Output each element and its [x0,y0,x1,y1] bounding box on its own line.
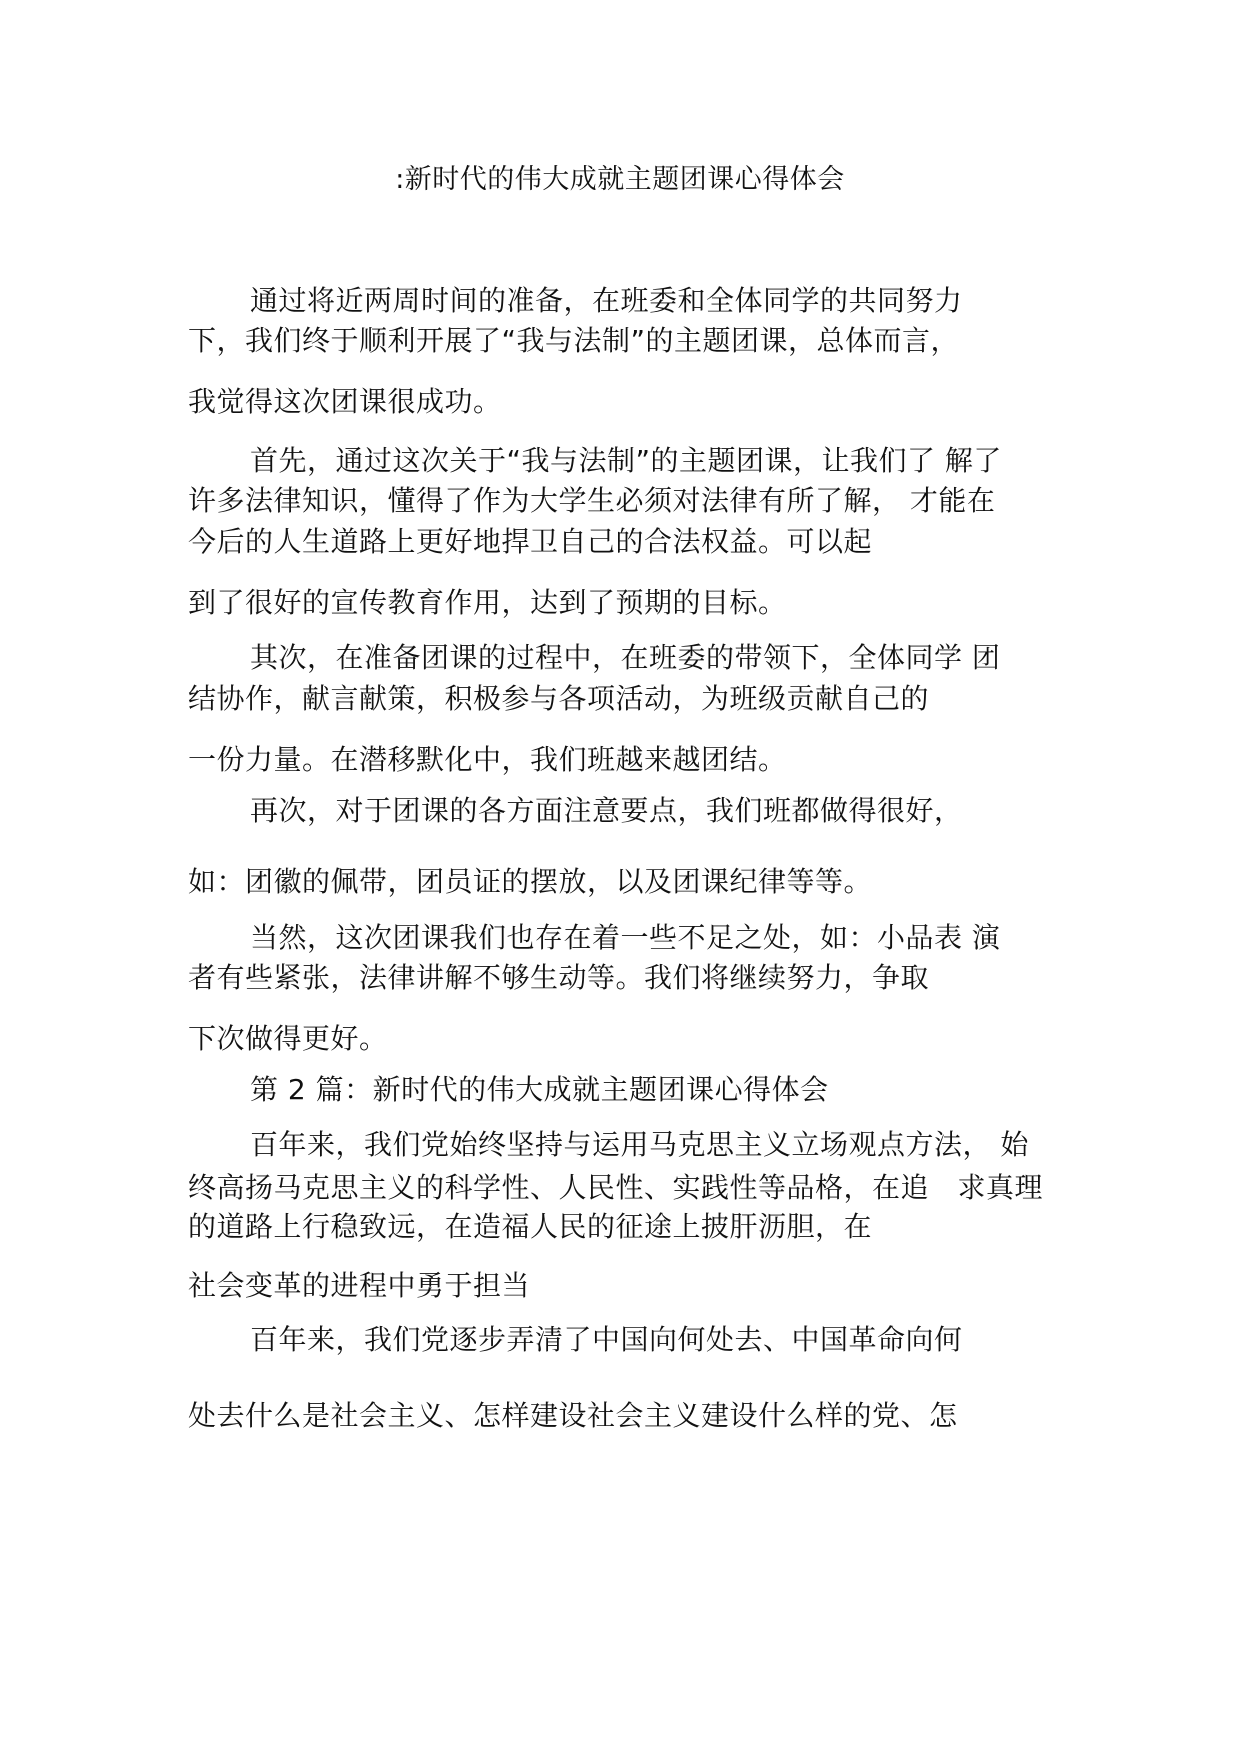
paragraph-line: 者有些紧张，法律讲解不够生动等。我们将继续努力，争取 [188,961,930,994]
paragraph-line: 一份力量。在潜移默化中，我们班越来越团结。 [188,743,787,776]
paragraph-line: 下，我们终于顺利开展了“我与法制”的主题团课，总体而言， [188,324,960,357]
paragraph-line: 首先，通过这次关于“我与法制”的主题团课，让我们了 解了 [250,444,1002,477]
paragraph-line: 百年来，我们党始终坚持与运用马克思主义立场观点方法， 始 [250,1128,1029,1161]
document-title: :新时代的伟大成就主题团课心得体会 [395,164,845,195]
paragraph-line: 再次，对于团课的各方面注意要点，我们班都做得很好， [250,794,963,827]
section-heading: 第 2 篇：新时代的伟大成就主题团课心得体会 [250,1073,829,1106]
paragraph-line: 到了很好的宣传教育作用，达到了预期的目标。 [188,586,787,619]
paragraph-line: 如：团徽的佩带，团员证的摆放，以及团课纪律等等。 [188,865,873,898]
paragraph-line: 我觉得这次团课很成功。 [188,385,502,418]
paragraph-line: 百年来，我们党逐步弄清了中国向何处去、中国革命向何 [250,1323,963,1356]
paragraph-line: 其次，在准备团课的过程中，在班委的带领下，全体同学 团 [250,641,1001,674]
paragraph-line: 终高扬马克思主义的科学性、人民性、实践性等品格，在追 求真理 [188,1171,1044,1204]
paragraph-line: 处去什么是社会主义、怎样建设社会主义建设什么样的党、怎 [188,1399,958,1432]
paragraph-line: 社会变革的进程中勇于担当 [188,1269,531,1302]
paragraph-line: 下次做得更好。 [188,1022,388,1055]
paragraph-line: 的道路上行稳致远，在造福人民的征途上披肝沥胆，在 [188,1210,873,1243]
paragraph-line: 当然，这次团课我们也存在着一些不足之处，如：小品表 演 [250,921,1001,954]
paragraph-line: 通过将近两周时间的准备，在班委和全体同学的共同努力 [250,284,963,317]
paragraph-line: 结协作，献言献策，积极参与各项活动，为班级贡献自己的 [188,682,930,715]
paragraph-line: 今后的人生道路上更好地捍卫自己的合法权益。可以起 [188,525,873,558]
paragraph-line: 许多法律知识，懂得了作为大学生必须对法律有所了解， 才能在 [188,484,996,517]
